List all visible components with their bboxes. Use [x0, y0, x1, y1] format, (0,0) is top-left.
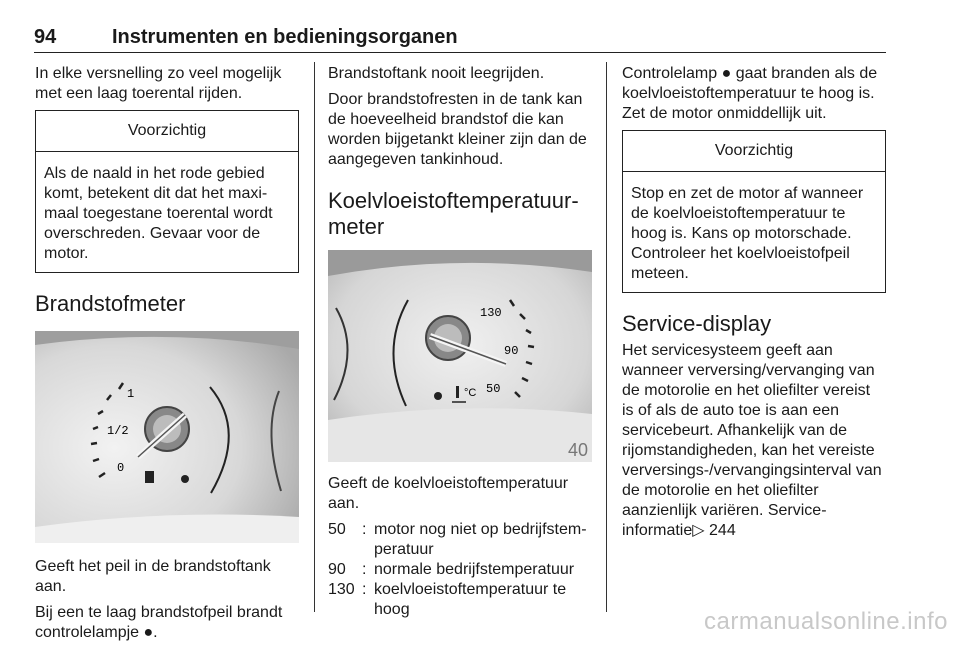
- paragraph: Controlelamp ● gaat branden als de koelvloeistoftemperatuur te hoog is. Zet de motor onmiddellijk uit.: [622, 65, 878, 122]
- gauge-label-full: 1: [127, 387, 135, 401]
- section-heading: Brandstofmeter: [35, 291, 186, 316]
- paragraph: Brandstoftank nooit leegrijden.: [328, 65, 545, 82]
- gauge-label-90: 90: [504, 344, 519, 358]
- coolant-gauge-image: [328, 250, 592, 462]
- paragraph: Door brandstofresten in de tank kan de hoeveelheid brandstof die kan worden bijgetankt kleiner zijn dan de aangegeven tankinhoud.: [328, 91, 587, 168]
- caution-box: [35, 110, 299, 273]
- caution-body: Stop en zet de motor af wanneer de koelvloeistoftemperatuur te hoog is. Kans op motorschade. Controleer het koelvloeistofpeil meteen.: [631, 185, 864, 282]
- paragraph: [622, 341, 886, 541]
- gauge-label-half: 1/2: [107, 424, 129, 438]
- intro-text: In elke versnelling zo veel mogelijk met een laag toerental rijden.: [35, 65, 282, 102]
- column-1: [35, 64, 299, 649]
- paragraph: Bij een te laag brandstofpeil brandt controlelampje ●.: [35, 604, 283, 641]
- caution-title: Voorzichtig: [623, 131, 885, 172]
- unit-label: °C: [464, 387, 477, 399]
- background-number: 40: [568, 440, 589, 460]
- caution-title: Voorzichtig: [36, 111, 298, 152]
- page-title: Instrumenten en bedieningsorganen: [112, 26, 458, 48]
- warning-lamp-icon: [181, 475, 189, 483]
- caution-box: [622, 130, 886, 293]
- column-3: [622, 64, 886, 547]
- paragraph: Geeft de koelvloeistoftemperatuur aan.: [328, 475, 569, 512]
- list-sep: :: [362, 581, 367, 598]
- fuel-gauge-image: [35, 331, 299, 543]
- caution-body: Als de naald in het rode gebied komt, betekent dit dat het maximaal toegestane toerental wordt overschreden. Gevaar voor de motor.: [44, 165, 273, 262]
- column-2: [328, 64, 592, 620]
- watermark: carmanualsonline.info: [704, 608, 948, 635]
- fuel-pump-icon: [145, 471, 154, 483]
- column-divider: [314, 62, 315, 612]
- list-text: normale bedrijfstemperatuur: [374, 561, 575, 578]
- page-header: [34, 26, 886, 53]
- list-key: 90: [328, 561, 346, 578]
- page-number: 94: [34, 26, 57, 48]
- paragraph: Geeft het peil in de brandstoftank aan.: [35, 558, 271, 595]
- section-heading: Service-display: [622, 311, 772, 336]
- list-sep: :: [362, 521, 367, 538]
- paragraph-text: Het servicesysteem geeft aan wanneer verversing/vervanging van de motorolie en het oliefilter vereist is of als de auto toe is aan een servicebeurt. Afhankelijk van de rijomstandigheden, kan het vereiste verversings-/vervangingsinterval van de motorolie en het oliefilter aanzienlijk variëren. Service-informatie: [622, 342, 882, 539]
- gauge-label-130: 130: [480, 306, 502, 320]
- temperature-list: [328, 520, 592, 620]
- list-key: 130: [328, 581, 355, 598]
- list-text: motor nog niet op bedrijfstemperatuur: [374, 521, 587, 558]
- list-key: 50: [328, 521, 346, 538]
- column-divider: [606, 62, 607, 612]
- section-heading: Koelvloeistoftemperatuurmeter: [328, 188, 579, 239]
- link-arrow-icon[interactable]: ▷: [692, 522, 705, 539]
- gauge-label-empty: 0: [117, 461, 125, 475]
- gauge-label-50: 50: [486, 382, 501, 396]
- page-reference-link[interactable]: 244: [709, 522, 736, 539]
- list-text: koelvloeistoftemperatuur te hoog: [374, 581, 567, 618]
- list-sep: :: [362, 561, 367, 578]
- warning-lamp-icon: [434, 392, 442, 400]
